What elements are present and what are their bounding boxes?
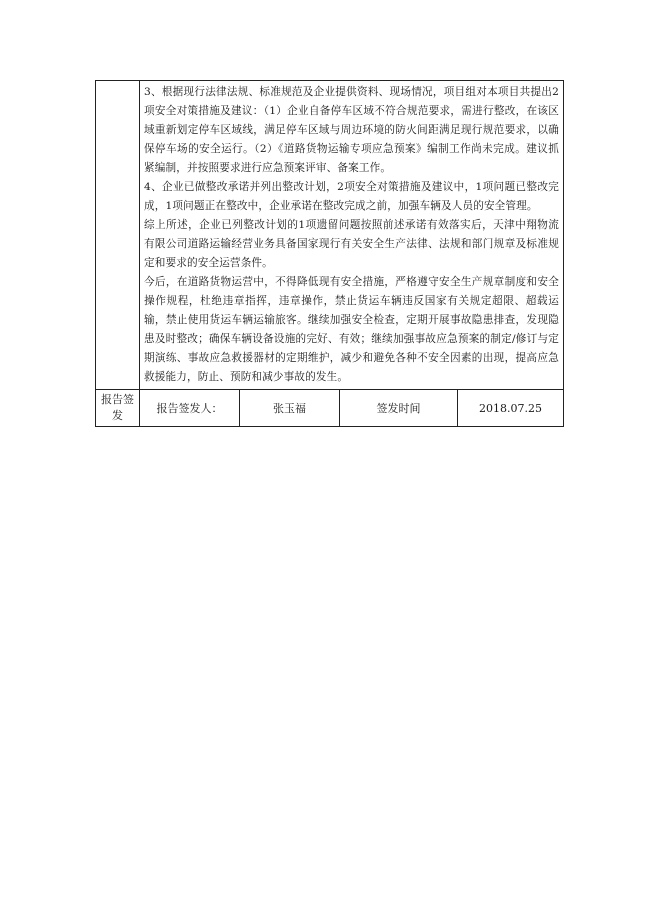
issue-date-value: 2018.07.25: [458, 390, 564, 427]
issuer-name: 张玉福: [240, 390, 340, 427]
issue-date-label: 签发时间: [340, 390, 458, 427]
conclusion-row: [96, 81, 564, 390]
conclusion-label-cell: [96, 81, 140, 390]
conclusion-content-cell: [140, 81, 564, 390]
report-table: [95, 80, 564, 427]
paragraph-measures: 3、根据现行法律法规、标准规范及企业提供资料、现场情况，项目组对本项目共提出2项安全对策措施及建议：（1）企业自备停车区域不符合规范要求，需进行整改，在该区域重新划定停车区域线，满足停车区域与周边环境的防火间距满足现行规范要求，以确保停车场的安全运行。（2）《道路货物运输专项应急预案》编制工作尚未完成。建议抓紧编制，并按照要求进行应急预案评审、备案工作。: [144, 86, 560, 174]
paragraph-summary: 综上所述，企业已列整改计划的1项遗留问题按照前述承诺有效落实后，天津中翔物流有限公司道路运输经营业务具备国家现行有关安全生产法律、法规和部门规章及标准规定和要求的安全运营条件。: [144, 219, 560, 269]
paragraph-rectification: 4、企业已做整改承诺并列出整改计划，2项安全对策措施及建议中，1项问题已整改完成，1项问题正在整改中，企业承诺在整改完成之前，加强车辆及人员的安全管理。: [144, 181, 560, 212]
issuer-label: 报告签发人：: [140, 390, 240, 427]
signoff-section-label: 报告签发: [96, 390, 140, 427]
signoff-row: [96, 390, 564, 427]
paragraph-future: 今后，在道路货物运营中，不得降低现有安全措施，严格遵守安全生产规章制度和安全操作规程，杜绝违章指挥，违章操作，禁止货运车辆违反国家有关规定超限、超载运输，禁止使用货运车辆运输旅客。继续加强安全检查，定期开展事故隐患排查，发现隐患及时整改；确保车辆设备设施的完好、有效；继续加强事故应急预案的制定/修订与定期演练、事故应急救援器材的定期维护，减少和避免各种不安全因素的出现，提高应急救援能力，防止、预防和减少事故的发生。: [144, 276, 560, 383]
